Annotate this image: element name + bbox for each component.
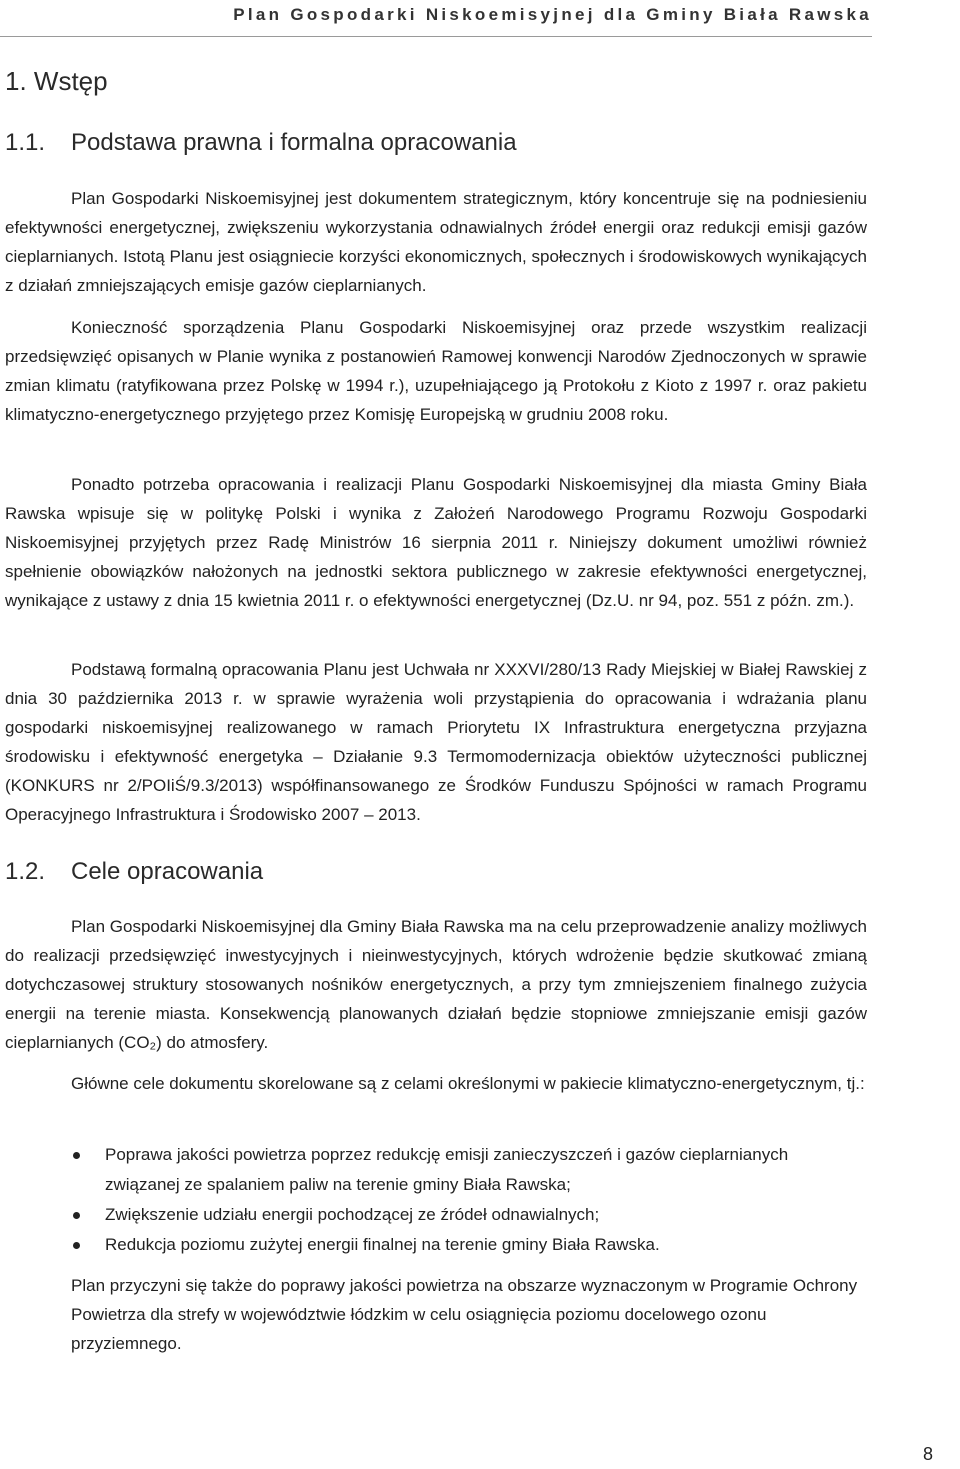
bullet-list [5,1140,867,1260]
section-heading-1-1 [5,129,517,157]
list-item: Zwiększenie udziału energii pochodzącej ze źródeł odnawialnych; [5,1200,867,1230]
heading-text: Cele opracowania [71,858,264,885]
paragraph: Plan Gospodarki Niskoemisyjnej jest dokumentem strategicznym, który koncentruje się na podniesieniu efektywności energetycznej, zwiększeniu wykorzystania odnawialnych źródeł energii oraz redukcji emisji gazów cieplarnianych. Istotą Planu jest osiągniecie korzyści ekonomicznych, społecznych i środowiskowych wynikających z działań zmniejszających emisje gazów cieplarnianych. [5,189,867,295]
paragraph: Ponadto potrzeba opracowania i realizacji Planu Gospodarki Niskoemisyjnej dla miasta Gminy Biała Rawska wpisuje się w politykę Polski i wynika z Założeń Narodowego Programu Rozwoju Gospodarki Niskoemisyjnej przyjętych przez Radę Ministrów 16 sierpnia 2011 r. Niniejszy dokument umożliwi również spełnienie obowiązków nałożonych na jednostki sektora publicznego w zakresie efektywności energetycznej, wynikające z ustawy z dnia 15 kwietnia 2011 r. o efektywności energetycznej (Dz.U. nr 94, poz. 551 z późn. zm.). [5,475,867,610]
section-heading-1-2 [5,858,263,886]
bullet-icon [73,1242,80,1249]
paragraph: Plan Gospodarki Niskoemisyjnej dla Gminy Biała Rawska ma na celu przeprowadzenie analizy możliwych do realizacji przedsięwzięć inwestycyjnych i nieinwestycyjnych, których wdrożenie będzie skutkować zmianą dotychczasowej struktury stosowanych nośników energetycznych, a przy tym zmniejszeniem finalnego zużycia energii na terenie miasta. Konsekwencją planowanych działań będzie stopniowe zmniejszanie emisji gazów cieplarnianych (CO₂) do atmosfery. [5,917,867,1052]
heading-text: Podstawa prawna i formalna opracowania [71,129,517,156]
bullet-icon [73,1152,80,1159]
paragraph: Plan przyczyni się także do poprawy jakości powietrza na obszarze wyznaczonym w Programie Ochrony Powietrza dla strefy w województwie łódzkim w celu osiągnięcia poziomu docelowego ozonu przyziemnego. [71,1276,858,1353]
list-item: Poprawa jakości powietrza poprzez redukcję emisji zanieczyszczeń i gazów cieplarnianych związanej ze spalaniem paliw na terenie gminy Biała Rawska; [5,1140,867,1200]
list-item: Redukcja poziomu zużytej energii finalnej na terenie gminy Biała Rawska. [5,1230,867,1260]
header-divider [0,36,872,37]
paragraph: Konieczność sporządzenia Planu Gospodarki Niskoemisyjnej oraz przede wszystkim realizacji przedsięwzięć opisanych w Planie wynika z postanowień Ramowej konwencji Narodów Zjednoczonych w sprawie zmian klimatu (ratyfikowana przez Polskę w 1994 r.), uzupełniającego ją Protokołu z Kioto z 1997 r. oraz pakietu klimatyczno-energetycznego przyjętego przez Komisję Europejską w grudniu 2008 roku. [5,318,867,424]
paragraph: Główne cele dokumentu skorelowane są z celami określonymi w pakiecie klimatyczno-energetycznym, tj.: [71,1074,865,1093]
paragraph: Podstawą formalną opracowania Planu jest Uchwała nr XXXVI/280/13 Rady Miejskiej w Białej Rawskiej z dnia 30 października 2013 r. w sprawie wyrażenia woli przystąpienia do opracowania i wdrażania planu gospodarki niskoemisyjnej realizowanego w ramach Priorytetu IX Infrastruktura energetyczna przyjazna środowisku i efektywność energetyka – Działanie 9.3 Termomodernizacja obiektów użyteczności publicznej (KONKURS nr 2/POIiŚ/9.3/2013) współfinansowanego ze Środków Funduszu Spójności w ramach Programu Operacyjnego Infrastruktura i Środowisko 2007 – 2013. [5,660,867,824]
section-heading-1: 1. Wstęp [5,66,108,96]
running-header: Plan Gospodarki Niskoemisyjnej dla Gminy Biała Rawska [233,5,872,24]
page-number: 8 [922,1444,933,1464]
bullet-icon [73,1212,80,1219]
heading-number: 1.1. [5,129,46,156]
heading-number: 1.2. [5,858,46,885]
